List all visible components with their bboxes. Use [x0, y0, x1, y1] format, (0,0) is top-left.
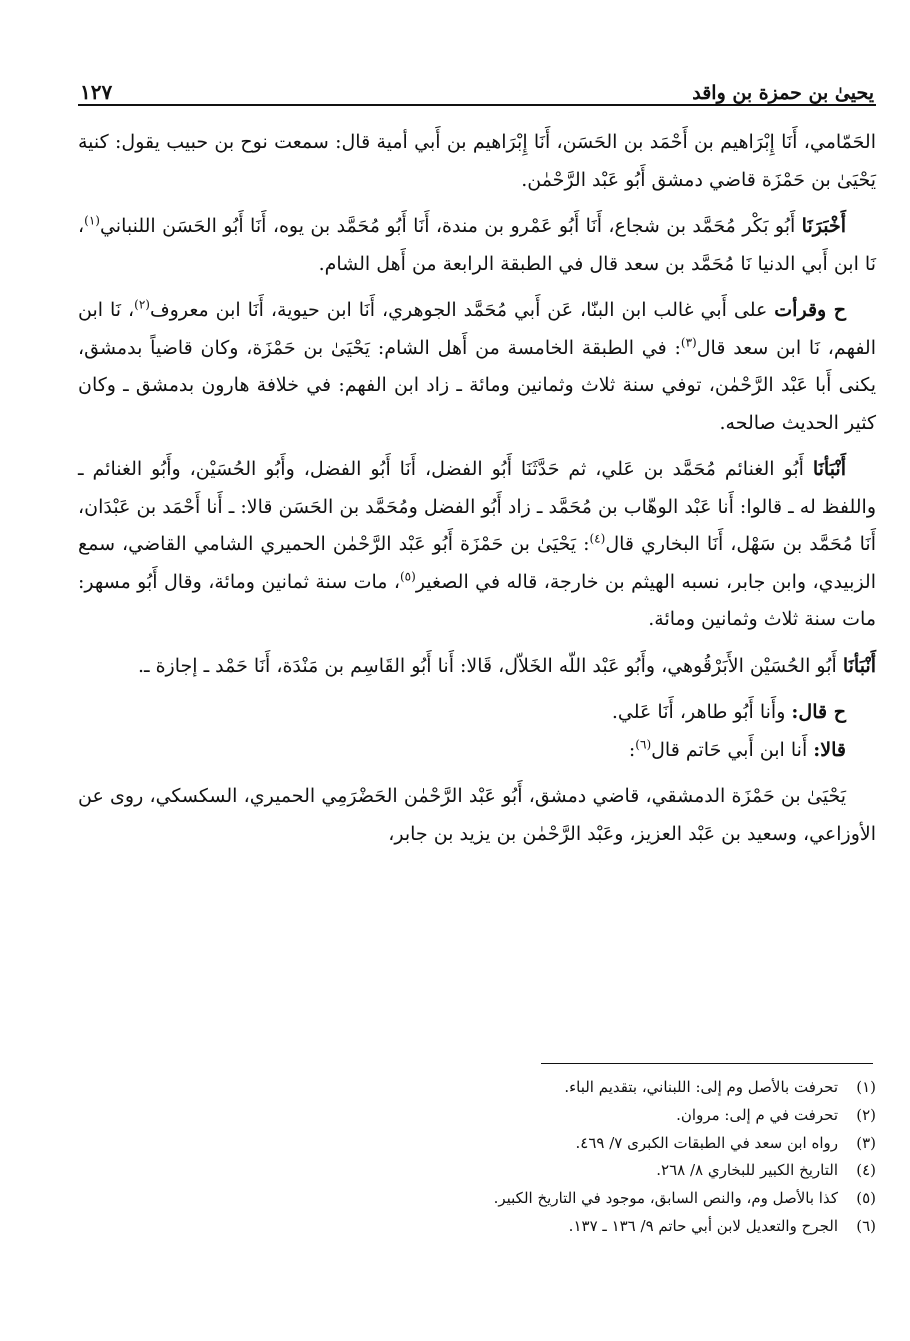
- paragraph-keyword: ح قال:: [791, 701, 846, 723]
- paragraph-keyword: أَنْبَأنَا: [812, 458, 846, 480]
- paragraph-text-tail: ، نَا ابن الفهم، نَا ابن سعد قال: [78, 299, 877, 359]
- paragraph-text: أَنا ابن أَبي حَاتم قال: [651, 738, 814, 761]
- paragraph-keyword: أَخْبَرَنَا: [801, 215, 846, 237]
- main-text: [78, 124, 876, 853]
- page-number: ١٢٧: [80, 80, 113, 104]
- paragraph-text: أَبُو بَكْر مُحَمَّد بن شجاع، أَنَا أَبُو عَمْرو بن مندة، أَنَا أَبُو مُحَمَّد بن يوه، أَنَا أَبُو الحَسَن اللنباني: [99, 215, 802, 237]
- paragraph-text: وأَنا أَبُو طاهر، أَنَا عَلي.: [611, 701, 792, 723]
- footnote-ref: (٤): [589, 531, 606, 546]
- footnote-text: كذا بالأصل وم، والنص السابق، موجود في التاريخ الكبير.: [493, 1189, 838, 1208]
- footnote-ref: (٦): [635, 737, 652, 752]
- footnote-ref: (١): [84, 213, 100, 228]
- paragraph-keyword: أَنْبَأنَا: [842, 654, 876, 677]
- paragraph-4: [78, 451, 876, 639]
- footnote-number: (٤): [856, 1161, 876, 1180]
- footnote-item: [96, 1130, 876, 1158]
- footnote-item: [96, 1157, 876, 1185]
- paragraph-text-tail: : يَحْيَىٰ بن حَمْزَة أَبُو عَبْد الرَّحْمٰن الحميري الشامي القاضي، سمع الزبيدي، وابن جابر، نسبه الهيثم بن خارجة، قاله في الصغير: [78, 533, 876, 593]
- footnote-number: (١): [856, 1078, 876, 1096]
- footnotes: [96, 1074, 876, 1241]
- footnote-number: (٦): [856, 1216, 876, 1235]
- paragraph-7: [78, 732, 876, 770]
- paragraph-2: [78, 208, 876, 283]
- footnote-text: تحرفت بالأصل وم إلى: اللبناني، بتقديم الباء.: [564, 1078, 838, 1096]
- footnote-number: (٣): [856, 1133, 876, 1152]
- paragraph-5: [78, 648, 876, 686]
- footnote-number: (٢): [856, 1105, 876, 1124]
- running-header: [78, 64, 876, 106]
- footnote-item: [96, 1102, 876, 1130]
- paragraph-text-tail: : في الطبقة الخامسة من أَهل الشام: يَحْيَىٰ بن حَمْزَة، وكان قاضياً بدمشق، يكنى أَبا عَبْد الرَّحْمٰن، توفي سنة ثلاث وثمانين ومائة ـ زاد ابن الفهم: في خلافة هارون بدمشق ـ وكان كثير الحديث صالحه.: [78, 336, 876, 434]
- paragraph-keyword: ح وقرأت: [774, 299, 846, 321]
- paragraph-text: أَبُو الحُسَيْن الأَبَرْقُوهي، وأَبُو عَبْد اللّه الخَلاّل، قَالا: أَنا أَبُو القَاسِم بن مَنْدَة، أَنَا حَمْد ـ إجازة ـ.: [137, 654, 843, 677]
- book-page: [78, 64, 876, 862]
- footnote-ref: (٥): [399, 569, 416, 584]
- paragraph-text: على أَبي غالب ابن البنّا، عَن أَبي مُحَمَّد الجوهري، أَنَا ابن حيوية، أَنَا ابن معروف: [149, 299, 775, 321]
- footnote-text: تحرفت في م إلى: مروان.: [676, 1105, 838, 1124]
- footnote-number: (٥): [856, 1189, 876, 1208]
- footnote-ref: (٣): [680, 335, 697, 350]
- paragraph-text: يَحْيَىٰ بن حَمْزَة الدمشقي، قاضي دمشق، أَبُو عَبْد الرَّحْمٰن الحَضْرَمِي الحميري، السكسكي، روى عن الأوزاعي، وسعيد بن عَبْد العزيز، وعَبْد الرَّحْمٰن بن يزيد بن جابر،: [78, 785, 876, 845]
- paragraph-8: [78, 778, 876, 853]
- paragraph-keyword: قالا:: [813, 738, 846, 761]
- footnote-item: [96, 1185, 876, 1213]
- footnote-text: التاريخ الكبير للبخاري ٨/ ٢٦٨.: [656, 1161, 838, 1180]
- footnote-divider: [541, 1063, 873, 1064]
- header-title: يحيىٰ بن حمزة بن واقد: [692, 82, 874, 104]
- footnote-item: [96, 1074, 876, 1102]
- paragraph-text: أَبُو الغنائم مُحَمَّد بن عَلي، ثم حَدَّثَنَا أَبُو الفضل، أَنَا أَبُو الفضل، وأَبُو الحُسَيْن، وأَبُو الغنائم ـ واللفظ له ـ قالوا: أَنا عَبْد الوهّاب بن مُحَمَّد ـ زاد أَبُو الفضل ومُحَمَّد بن الحَسَن قالا: ـ أَنا أَحْمَد بن عَبْدَان، أَنَا مُحَمَّد بن سَهْل، أَنَا البخاري قال: [78, 458, 876, 555]
- footnote-text: الجرح والتعديل لابن أبي حاتم ٩/ ١٣٦ ـ ١٣٧.: [568, 1216, 838, 1235]
- paragraph-text: الحَمّامي، أَنَا إِبْرَاهيم بن أَحْمَد بن الحَسَن، أَنَا إِبْرَاهيم بن أَبي أمية قال: سمعت نوح بن حبيب يقول: كنية يَحْيَىٰ بن حَمْزَة قاضي دمشق أَبُو عَبْد الرَّحْمٰن.: [78, 131, 876, 191]
- paragraph-3: [78, 292, 876, 442]
- paragraph-text-tail: ، نَا ابن أَبي الدنيا نَا مُحَمَّد بن سعد قال في الطبقة الرابعة من أَهل الشام.: [78, 215, 876, 275]
- paragraph-text-tail: :: [628, 738, 636, 761]
- paragraph-6: [78, 694, 876, 732]
- footnote-text: رواه ابن سعد في الطبقات الكبرى ٧/ ٤٦٩.: [575, 1133, 838, 1152]
- footnote-item: [96, 1213, 876, 1241]
- paragraph-text-tail: ، مات سنة ثمانين ومائة، وقال أَبُو مسهر: مات سنة ثلاث وثمانين ومائة.: [78, 570, 876, 630]
- paragraph-1: [78, 124, 876, 199]
- footnote-ref: (٢): [134, 297, 150, 312]
